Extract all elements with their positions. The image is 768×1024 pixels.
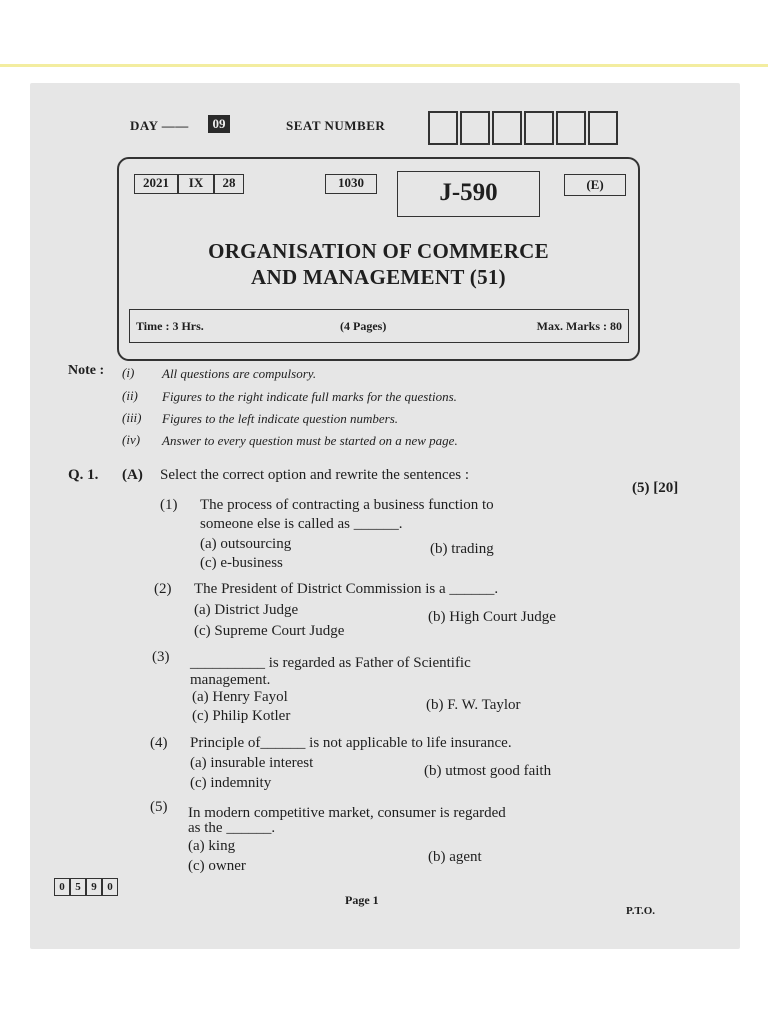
option-b: (b) agent — [428, 849, 482, 865]
serial-digit: 5 — [70, 878, 86, 896]
top-divider-line — [0, 64, 768, 67]
code-time: 1030 — [325, 174, 377, 194]
page-number: Page 1 — [345, 893, 379, 907]
seat-number-label: SEAT NUMBER — [286, 118, 386, 133]
serial-number-boxes — [54, 878, 154, 898]
item-number: (5) — [150, 799, 168, 815]
header-frame — [117, 157, 640, 361]
day-label: DAY —— — [130, 118, 189, 133]
item-number: (3) — [152, 649, 170, 665]
exam-max-marks: Max. Marks : 80 — [536, 319, 622, 333]
paper-code: J-590 — [397, 171, 540, 217]
option-c: (c) owner — [188, 858, 246, 874]
serial-digit: 0 — [102, 878, 118, 896]
exam-pages: (4 Pages) — [340, 319, 387, 333]
item-number: (4) — [150, 735, 168, 751]
option-c: (c) e-business — [200, 555, 283, 571]
note-text: Figures to the right indicate full marks for the questions. — [162, 389, 457, 404]
option-b: (b) trading — [430, 541, 494, 557]
serial-digit: 9 — [86, 878, 102, 896]
note-number: (iv) — [122, 432, 141, 447]
item-stem: The President of District Commission is a ______. — [194, 581, 499, 597]
serial-digit: 0 — [54, 878, 70, 896]
day-value: 09 — [208, 115, 230, 133]
note-number: (iii) — [122, 410, 142, 425]
option-b: (b) High Court Judge — [428, 609, 556, 625]
pto-label: P.T.O. — [626, 905, 656, 917]
option-a: (a) outsourcing — [200, 536, 292, 552]
option-b: (b) utmost good faith — [424, 763, 552, 779]
question-marks: (5) [20] — [632, 480, 679, 496]
subject-title-line1: ORGANISATION OF COMMERCE — [208, 239, 549, 263]
option-a: (a) king — [188, 838, 236, 854]
item-stem: In modern competitive market, consumer is regarded — [188, 805, 506, 821]
option-c: (c) Philip Kotler — [192, 708, 291, 724]
item-stem-continued: someone else is called as ______. — [200, 516, 403, 532]
code-month: IX — [178, 174, 214, 194]
option-c: (c) indemnity — [190, 775, 272, 791]
option-a: (a) insurable interest — [190, 755, 314, 771]
note-text: All questions are compulsory. — [162, 366, 317, 381]
question-number: Q. 1. — [68, 467, 99, 483]
option-a: (a) Henry Fayol — [192, 689, 288, 705]
item-stem-continued: as the ______. — [188, 820, 276, 836]
item-number: (1) — [160, 497, 178, 513]
note-number: (i) — [122, 365, 135, 380]
item-stem: __________ is regarded as Father of Scientific — [190, 655, 471, 671]
item-stem: The process of contracting a business function to — [200, 497, 494, 513]
question-instruction: Select the correct option and rewrite the sentences : — [160, 467, 470, 483]
item-stem: Principle of______ is not applicable to life insurance. — [190, 735, 512, 751]
option-c: (c) Supreme Court Judge — [194, 623, 345, 639]
option-b: (b) F. W. Taylor — [426, 697, 521, 713]
question-part: (A) — [122, 467, 143, 483]
exam-paper-photo — [30, 83, 740, 949]
option-a: (a) District Judge — [194, 602, 299, 618]
subject-title-line2: AND MANAGEMENT (51) — [251, 265, 506, 289]
code-date: 28 — [214, 174, 244, 194]
item-number: (2) — [154, 581, 172, 597]
item-stem-continued: management. — [190, 672, 271, 688]
note-text: Answer to every question must be started on a new page. — [162, 433, 458, 448]
note-text: Figures to the left indicate question numbers. — [162, 411, 399, 426]
note-label: Note : — [68, 363, 105, 378]
exam-time: Time : 3 Hrs. — [136, 319, 204, 333]
code-year: 2021 — [134, 174, 178, 194]
medium-code: (E) — [564, 174, 626, 196]
note-number: (ii) — [122, 388, 138, 403]
exam-info-bar — [129, 309, 629, 343]
